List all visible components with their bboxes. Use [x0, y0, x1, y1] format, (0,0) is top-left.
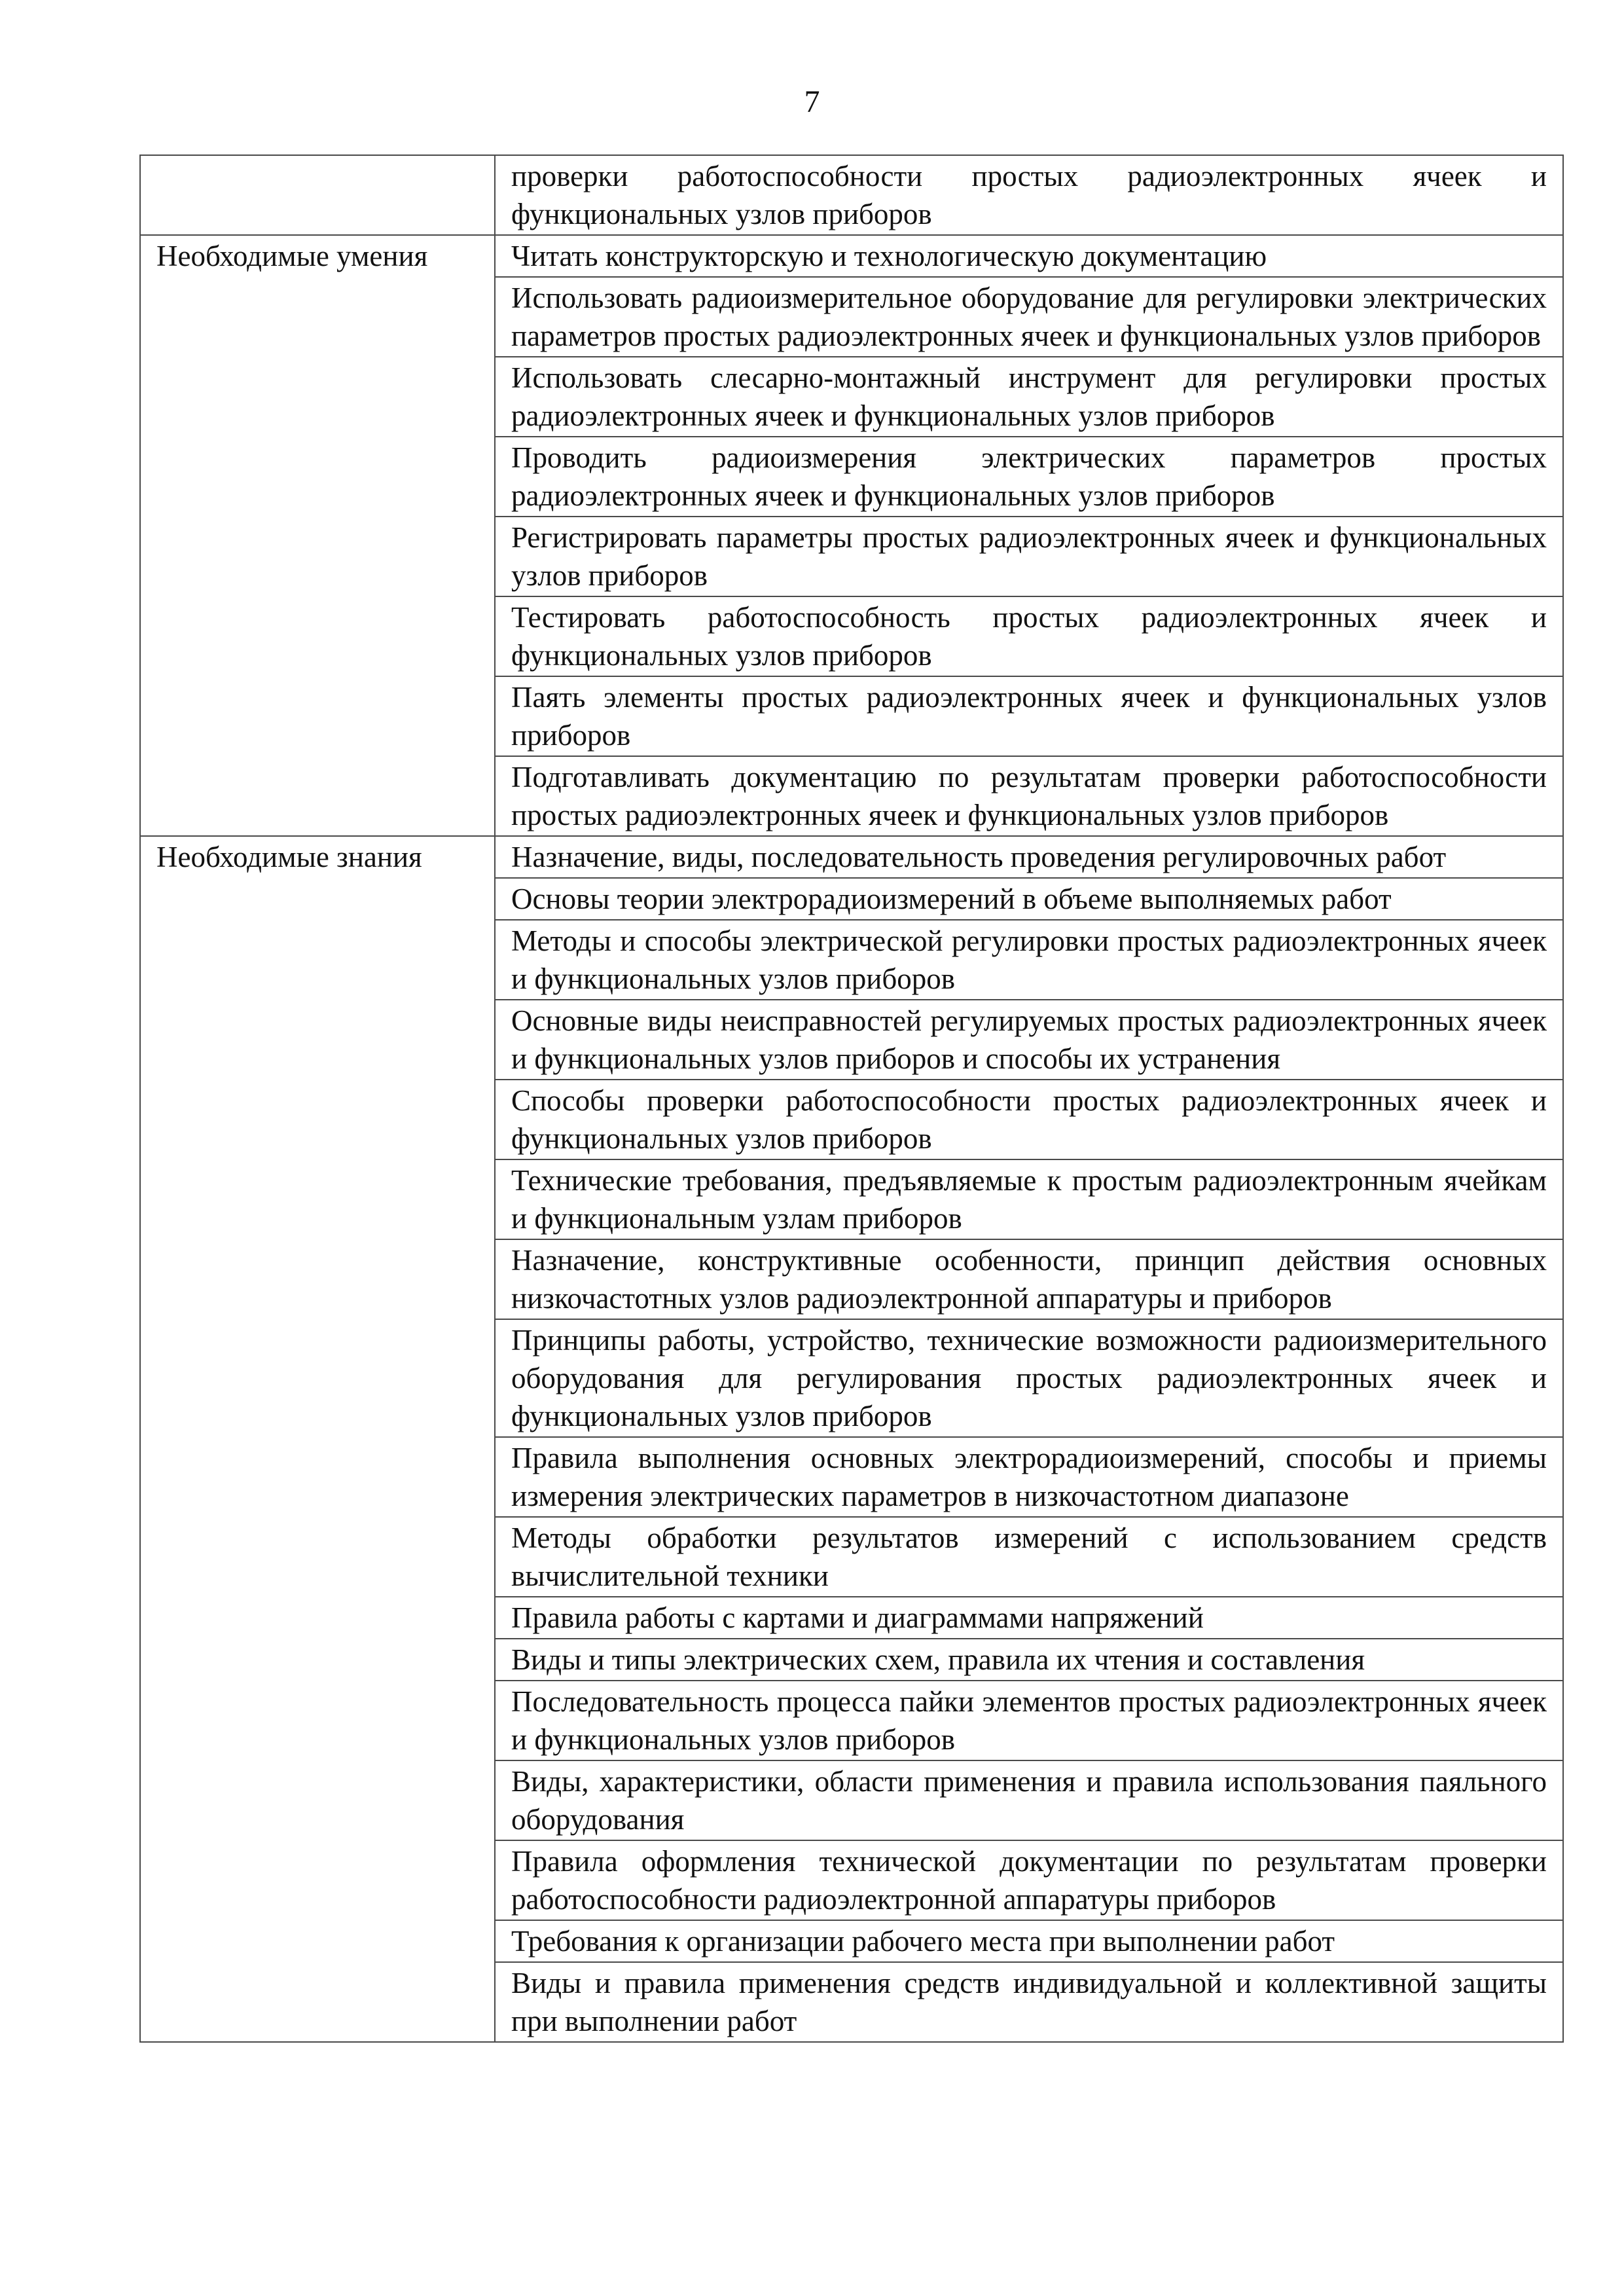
- row-text: Виды, характеристики, области применения и правила использования паяльного оборудования: [495, 1760, 1563, 1840]
- row-text: Подготавливать документацию по результатам проверки работоспособности простых радиоэлектронных ячеек и функциональных узлов приборов: [495, 756, 1563, 836]
- row-text: Паять элементы простых радиоэлектронных ячеек и функциональных узлов приборов: [495, 676, 1563, 756]
- row-label: [140, 155, 495, 235]
- row-text: Использовать слесарно-монтажный инструмент для регулировки простых радиоэлектронных ячеек и функциональных узлов приборов: [495, 357, 1563, 437]
- table-row: [140, 155, 1563, 235]
- row-text: Регистрировать параметры простых радиоэлектронных ячеек и функциональных узлов приборов: [495, 517, 1563, 596]
- row-text: Технические требования, предъявляемые к простым радиоэлектронным ячейкам и функциональным узлам приборов: [495, 1159, 1563, 1239]
- row-text: Тестировать работоспособность простых радиоэлектронных ячеек и функциональных узлов приборов: [495, 596, 1563, 676]
- section-label-knowledge: Необходимые знания: [140, 836, 495, 2042]
- row-text: Использовать радиоизмерительное оборудование для регулировки электрических параметров простых радиоэлектронных ячеек и функциональных узлов приборов: [495, 277, 1563, 357]
- row-text: Правила работы с картами и диаграммами напряжений: [495, 1597, 1563, 1639]
- row-text: Принципы работы, устройство, технические возможности радиоизмерительного оборудования для регулирования простых радиоэлектронных ячеек и функциональных узлов приборов: [495, 1319, 1563, 1437]
- row-text: Методы и способы электрической регулировки простых радиоэлектронных ячеек и функциональных узлов приборов: [495, 920, 1563, 1000]
- row-text: Назначение, виды, последовательность проведения регулировочных работ: [495, 836, 1563, 878]
- row-text: Основные виды неисправностей регулируемых простых радиоэлектронных ячеек и функциональных узлов приборов и способы их устранения: [495, 1000, 1563, 1080]
- row-text: Основы теории электрорадиоизмерений в объеме выполняемых работ: [495, 878, 1563, 920]
- row-text: Способы проверки работоспособности простых радиоэлектронных ячеек и функциональных узлов приборов: [495, 1080, 1563, 1159]
- row-text: Последовательность процесса пайки элементов простых радиоэлектронных ячеек и функциональных узлов приборов: [495, 1681, 1563, 1760]
- row-text: Виды и правила применения средств индивидуальной и коллективной защиты при выполнении работ: [495, 1962, 1563, 2042]
- row-text: Правила выполнения основных электрорадиоизмерений, способы и приемы измерения электрических параметров в низкочастотном диапазоне: [495, 1437, 1563, 1517]
- row-text: Методы обработки результатов измерений с использованием средств вычислительной техники: [495, 1517, 1563, 1597]
- section-label-skills: Необходимые умения: [140, 235, 495, 836]
- table-row: [140, 836, 1563, 878]
- row-text: проверки работоспособности простых радиоэлектронных ячеек и функциональных узлов приборов: [495, 155, 1563, 235]
- row-text: Требования к организации рабочего места при выполнении работ: [495, 1920, 1563, 1962]
- requirements-table: [139, 155, 1564, 2043]
- row-text: Правила оформления технической документации по результатам проверки работоспособности радиоэлектронной аппаратуры приборов: [495, 1840, 1563, 1920]
- table-row: [140, 235, 1563, 277]
- page-number: 7: [804, 84, 820, 119]
- row-text: Проводить радиоизмерения электрических параметров простых радиоэлектронных ячеек и функциональных узлов приборов: [495, 437, 1563, 517]
- row-text: Назначение, конструктивные особенности, принцип действия основных низкочастотных узлов радиоэлектронной аппаратуры и приборов: [495, 1239, 1563, 1319]
- row-text: Виды и типы электрических схем, правила их чтения и составления: [495, 1639, 1563, 1681]
- row-text: Читать конструкторскую и технологическую документацию: [495, 235, 1563, 277]
